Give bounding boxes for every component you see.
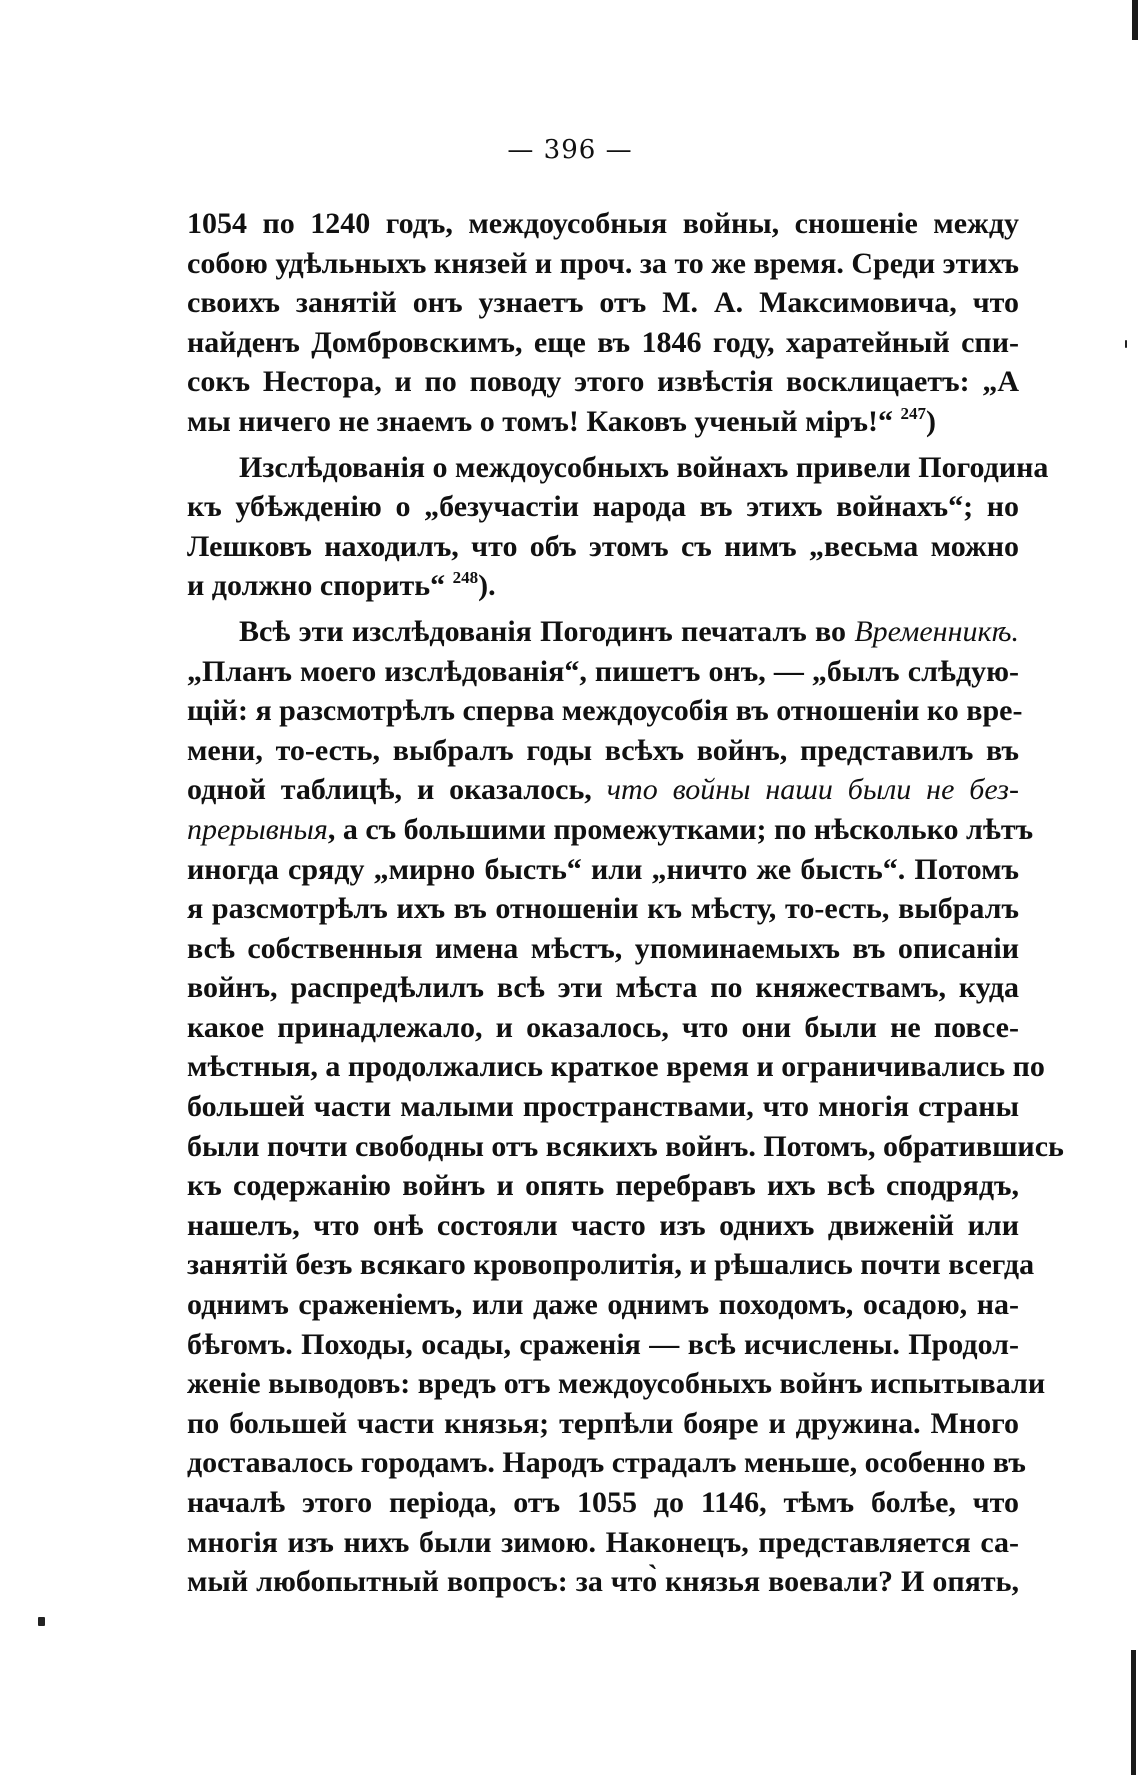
- text-line: [187, 402, 1019, 442]
- footnote-ref: 247: [900, 403, 927, 423]
- text-line: щій: я разсмотрѣлъ сперва междоусобія въ отношеніи ко вре-: [187, 694, 1023, 728]
- text-line: 1054 по 1240 годъ, междоусобныя войны, сношеніе между: [187, 207, 1019, 240]
- text-line: сокъ Нестора, и по поводу этого извѣстія восклицаетъ: „А: [187, 365, 1019, 399]
- italic-phrase: что войны наши были не без-: [606, 773, 1019, 807]
- text-fragment: одной таблицѣ, и оказалось,: [187, 773, 592, 807]
- text-line: своихъ занятій онъ узнаетъ отъ М. А. Максимовича, что: [187, 286, 1019, 320]
- closing-paren: ): [478, 569, 489, 603]
- text-line: „Планъ моего изслѣдованія“, пишетъ онъ, — „былъ слѣдую-: [187, 654, 1019, 688]
- text-line: занятій безъ всякаго кровопролитія, и рѣшались почти всегда: [187, 1248, 1035, 1282]
- text-line: и должно спорить“ $^{248}$).: [187, 568, 496, 603]
- text-line: всѣ собственныя имена мѣстъ, упоминаемыхъ въ описаніи: [187, 931, 1019, 965]
- text-line: началѣ этого періода, отъ 1055 до 1146, тѣмъ болѣе, что: [187, 1486, 1019, 1519]
- page-number: — 396 —: [507, 135, 633, 165]
- text-line: [187, 612, 1019, 652]
- text-line: найденъ Домбровскимъ, еще въ 1846 году, харатейный спи-: [187, 325, 1019, 359]
- text-line: доставалось городамъ. Народъ страдалъ меньше, особенно въ: [187, 1446, 1026, 1480]
- text-line: женіе выводовъ: вредъ отъ междоусобныхъ войнъ испытывали: [187, 1367, 1046, 1401]
- italic-title: Временникѣ.: [854, 614, 1019, 648]
- scan-edge-bottom: [1131, 1650, 1136, 1775]
- scan-edge-top: [1132, 0, 1138, 40]
- text-line: [187, 810, 1034, 850]
- scan-speck: [38, 1617, 45, 1626]
- footnote-ref: 248: [452, 568, 479, 588]
- scan-speck: [1125, 340, 1127, 348]
- text-line: я разсмотрѣлъ ихъ въ отношеніи къ мѣсту, то-есть, выбралъ: [187, 892, 1019, 926]
- text-line: къ убѣжденію о „безучастіи народа въ этихъ войнахъ“; но: [187, 490, 1019, 524]
- text-line: Лешковъ находилъ, что объ этомъ съ нимъ „весьма можно: [187, 529, 1019, 563]
- text-line: по большей части князья; терпѣли бояре и дружина. Много: [187, 1406, 1019, 1440]
- text-line: мени, то-есть, выбралъ годы всѣхъ войнъ, представилъ въ: [187, 733, 1019, 767]
- text-line: мый любопытный вопросъ: за что̀ князья воевали? И опять,: [187, 1565, 1019, 1599]
- body-text: [187, 204, 1064, 1602]
- text-line: Изслѣдованія о междоусобныхъ войнахъ привели Погодина: [239, 450, 1049, 484]
- text-line: бѣгомъ. Походы, осады, сраженія — всѣ исчислены. Продол-: [187, 1327, 1019, 1361]
- text-line: нашелъ, что онѣ состояли часто изъ однихъ движеній или: [187, 1208, 1019, 1242]
- text-line: къ содержанію войнъ и опять перебравъ ихъ всѣ сподрядъ,: [187, 1169, 1019, 1203]
- text-line: [187, 770, 1019, 810]
- text-line: иногда сряду „мирно бысть“ или „ничто же бысть“. Потомъ: [187, 852, 1019, 886]
- text-line: войнъ, распредѣлилъ всѣ эти мѣста по княжествамъ, куда: [187, 971, 1019, 1005]
- text-fragment: , а съ большими промежутками; по нѣсколько лѣтъ: [327, 812, 1034, 846]
- text-line: были почти свободны отъ всякихъ войнъ. Потомъ, обратившись: [187, 1129, 1064, 1163]
- text-line: большей части малыми пространствами, что многія страны: [187, 1090, 1019, 1124]
- closing-paren: ): [926, 404, 937, 438]
- text-line: собою удѣльныхъ князей и проч. за то же время. Среди этихъ: [187, 246, 1019, 280]
- text-line: многія изъ нихъ были зимою. Наконецъ, представляется са-: [187, 1525, 1019, 1559]
- italic-phrase-end: прерывныя: [187, 812, 328, 846]
- text-line: какое принадлежало, и оказалось, что они были не повсе-: [187, 1010, 1019, 1044]
- text-fragment: мы ничего не знаемъ о томъ! Каковъ ученый міръ!“: [187, 404, 894, 438]
- text-fragment: и должно спорить“: [187, 569, 446, 603]
- text-line: однимъ сраженіемъ, или даже однимъ походомъ, осадою, на-: [187, 1288, 1019, 1322]
- text-fragment: Всѣ эти изслѣдованія Погодинъ печаталъ во: [239, 614, 847, 648]
- text-line: мѣстныя, а продолжались краткое время и ограничивались по: [187, 1050, 1045, 1084]
